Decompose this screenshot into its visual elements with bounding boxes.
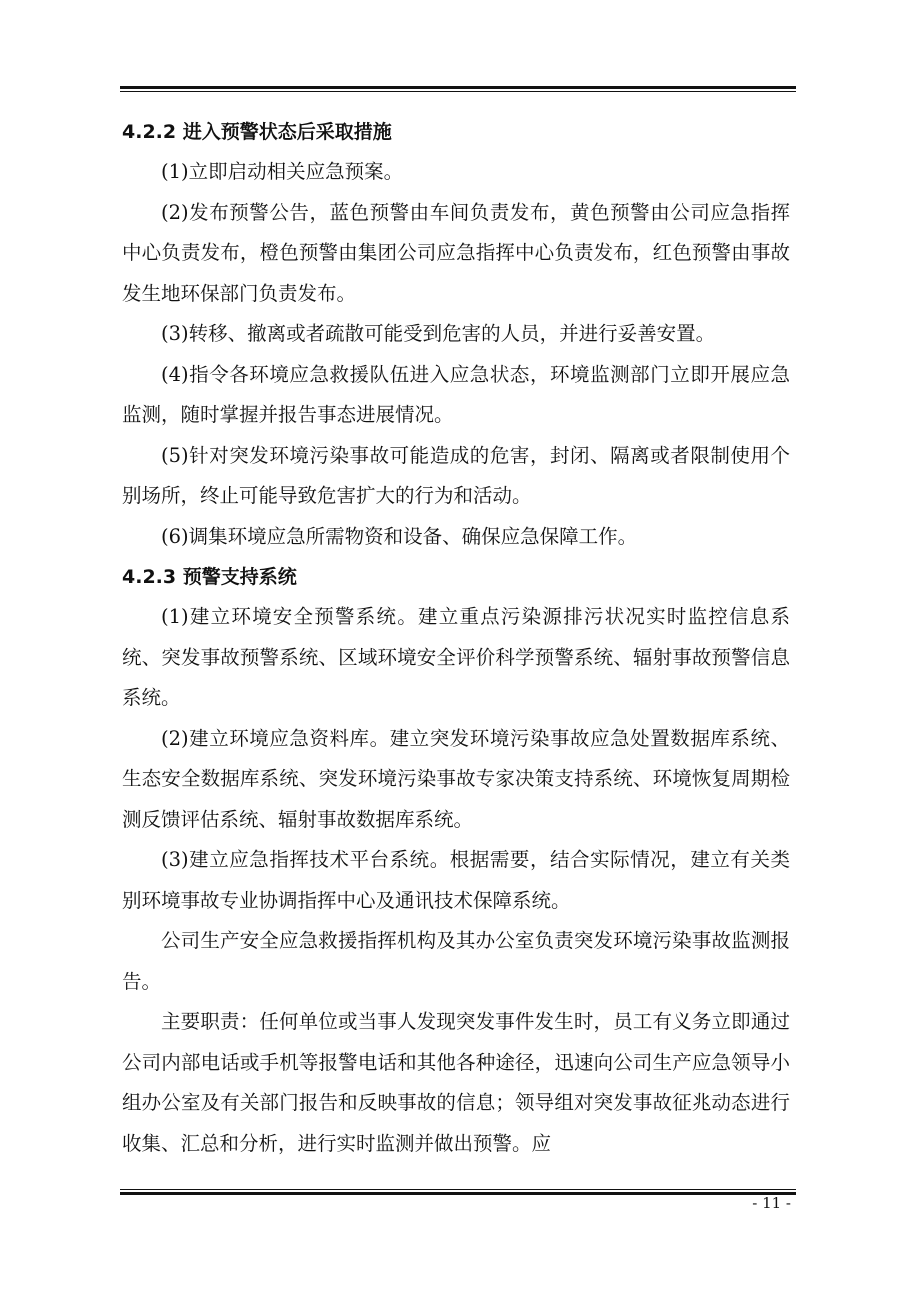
paragraph-4-2-2-item-5: (5)针对突发环境污染事故可能造成的危害，封闭、隔离或者限制使用个别场所，终止可能导致危害扩大的行为和活动。 [122, 443, 790, 507]
page-body [122, 112, 790, 1164]
page-number: - 11 - [752, 1194, 791, 1212]
paragraph-4-2-3-item-3: (3)建立应急指挥技术平台系统。根据需要，结合实际情况，建立有关类别环境事故专业协调指挥中心及通讯技术保障系统。 [122, 848, 790, 912]
footer-rule-thick [120, 1192, 796, 1195]
footer-rule-thin [120, 1189, 796, 1190]
header-rule-thin [120, 91, 796, 92]
header-rule-thick [120, 86, 796, 89]
paragraph-4-2-3-item-1: (1)建立环境安全预警系统。建立重点污染源排污状况实时监控信息系统、突发事故预警系统、区域环境安全评价科学预警系统、辐射事故预警信息系统。 [122, 605, 790, 709]
paragraph-4-2-2-item-6: (6)调集环境应急所需物资和设备、确保应急保障工作。 [161, 524, 638, 548]
paragraph-monitoring-report: 公司生产安全应急救援指挥机构及其办公室负责突发环境污染事故监测报告。 [122, 929, 790, 993]
section-heading-4-2-3: 4.2.3 预警支持系统 [122, 566, 297, 588]
paragraph-4-2-2-item-2: (2)发布预警公告，蓝色预警由车间负责发布，黄色预警由公司应急指挥中心负责发布，橙色预警由集团公司应急指挥中心负责发布，红色预警由事故发生地环保部门负责发布。 [122, 200, 790, 305]
paragraph-4-2-2-item-1: (1)立即启动相关应急预案。 [161, 160, 404, 183]
paragraph-4-2-2-item-3: (3)转移、撤离或者疏散可能受到危害的人员，并进行妥善安置。 [161, 322, 716, 345]
section-heading-4-2-2: 4.2.2 进入预警状态后采取措施 [122, 121, 392, 143]
paragraph-main-duties: 主要职责：任何单位或当事人发现突发事件发生时，员工有义务立即通过公司内部电话或手机等报警电话和其他各种途径，迅速向公司生产应急领导小组办公室及有关部门报告和反映事故的信息；领导组对突发事故征兆动态进行收集、汇总和分析，进行实时监测并做出预警。应 [122, 1010, 790, 1155]
paragraph-4-2-2-item-4: (4)指令各环境应急救援队伍进入应急状态，环境监测部门立即开展应急监测，随时掌握并报告事态进展情况。 [122, 362, 790, 426]
paragraph-4-2-3-item-2: (2)建立环境应急资料库。建立突发环境污染事故应急处置数据库系统、生态安全数据库系统、突发环境污染事故专家决策支持系统、环境恢复周期检测反馈评估系统、辐射事故数据库系统。 [122, 726, 790, 831]
